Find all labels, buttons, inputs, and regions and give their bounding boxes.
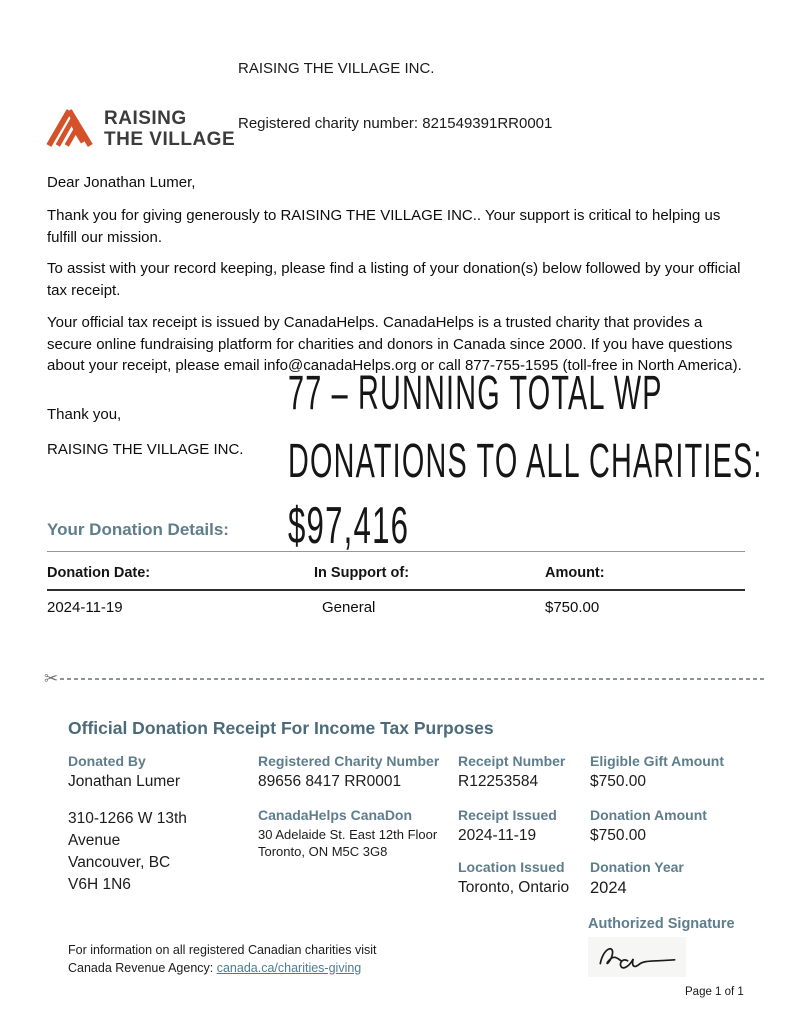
registered-charity-number-group xyxy=(258,752,439,792)
donated-by-value: Jonathan Lumer xyxy=(68,773,181,790)
logo-wordmark xyxy=(104,108,235,150)
handwritten-note-line2: DONATIONS TO ALL CHARITIES: xyxy=(288,435,763,488)
salutation: Dear Jonathan Lumer, xyxy=(47,174,196,191)
donation-amount-group xyxy=(590,806,707,846)
cell-amount: $750.00 xyxy=(545,599,600,616)
issuer-group xyxy=(258,806,437,860)
donor-address-line3: Vancouver, BC xyxy=(68,854,171,871)
donation-year-value: 2024 xyxy=(590,879,627,897)
location-issued-group xyxy=(458,858,569,898)
receipt-number-label: Receipt Number xyxy=(458,753,566,769)
authorized-signature-group xyxy=(588,915,735,977)
receipt-issued-label: Receipt Issued xyxy=(458,807,557,823)
org-logo xyxy=(44,101,235,156)
paragraph-record-keeping: To assist with your record keeping, please find a listing of your donation(s) below followed by your official tax receipt. xyxy=(47,260,741,299)
col-header-in-support-of: In Support of: xyxy=(314,565,410,581)
donor-address-line4: V6H 1N6 xyxy=(68,876,131,893)
cell-donation-date: 2024-11-19 xyxy=(47,599,123,616)
handwritten-note-total: $97,416 xyxy=(288,497,410,555)
cra-footer-note xyxy=(68,942,376,977)
issuer-address-line2: Toronto, ON M5C 3G8 xyxy=(258,844,388,859)
authorized-signature-label: Authorized Signature xyxy=(588,916,735,932)
closing-line: Thank you, xyxy=(47,406,122,423)
donation-amount-label: Donation Amount xyxy=(590,807,707,823)
cra-footer-line2 xyxy=(68,960,376,978)
paragraph-thanks: Thank you for giving generously to RAISING THE VILLAGE INC.. Your support is critical to helping us fulfill our mission. xyxy=(47,207,721,246)
eligible-gift-amount-group xyxy=(590,752,724,792)
registered-charity-number-value: 89656 8417 RR0001 xyxy=(258,773,402,790)
dashed-line xyxy=(60,678,766,680)
receipt-issued-value: 2024-11-19 xyxy=(458,827,537,844)
receipt-number-group xyxy=(458,752,565,792)
location-issued-label: Location Issued xyxy=(458,859,565,875)
issuer-address-line1: 30 Adelaide St. East 12th Floor xyxy=(258,827,438,842)
cra-charities-link[interactable]: canada.ca/charities-giving xyxy=(216,960,362,975)
handwritten-note-line1: 77 – RUNNING TOTAL WP xyxy=(288,367,663,420)
page-indicator: Page 1 of 1 xyxy=(685,986,744,998)
official-receipt-title: Official Donation Receipt For Income Tax Purposes xyxy=(68,718,494,738)
cut-here-divider xyxy=(44,670,766,687)
donation-year-group xyxy=(590,858,684,898)
logo-word-line1: RAISING xyxy=(104,107,187,129)
donation-table xyxy=(47,551,745,621)
org-name-title: RAISING THE VILLAGE INC. xyxy=(238,60,435,77)
registered-charity-number-line: Registered charity number: 821549391RR0001 xyxy=(238,115,553,132)
col-header-donation-date: Donation Date: xyxy=(47,565,151,581)
donor-address-line1: 310-1266 W 13th xyxy=(68,810,187,827)
donated-by-group xyxy=(68,752,180,792)
cell-in-support-of: General xyxy=(322,599,376,616)
receipt-issued-group xyxy=(458,806,557,846)
donor-address-line2: Avenue xyxy=(68,832,121,849)
mountain-logo-icon xyxy=(44,101,96,156)
table-row xyxy=(47,591,745,621)
paragraph-canadahelps: Your official tax receipt is issued by CanadaHelps. CanadaHelps is a trusted charity that provides a secure online fundraising platform for charities and donors in Canada since 2000. If you have questions about your receipt, please email info@canadaHelps.org or call 877-755-1595 (toll-free in North America). xyxy=(47,314,742,374)
signature-image xyxy=(588,937,686,977)
donation-year-label: Donation Year xyxy=(590,859,684,875)
scissors-icon: ✂ xyxy=(44,669,59,688)
donor-address xyxy=(68,808,187,896)
cra-footer-line1: For information on all registered Canadian charities visit xyxy=(68,943,377,957)
logo-word-line2: THE VILLAGE xyxy=(104,128,236,150)
cra-footer-line2-prefix: Canada Revenue Agency: xyxy=(68,960,217,975)
eligible-gift-amount-value: $750.00 xyxy=(590,773,647,790)
donation-details-heading: Your Donation Details: xyxy=(47,520,229,539)
receipt-number-value: R12253584 xyxy=(458,773,539,790)
eligible-gift-amount-label: Eligible Gift Amount xyxy=(590,753,725,769)
donation-amount-value: $750.00 xyxy=(590,827,647,844)
registered-charity-number-label: Registered Charity Number xyxy=(258,753,440,769)
signoff-org-name: RAISING THE VILLAGE INC. xyxy=(47,441,244,458)
location-issued-value: Toronto, Ontario xyxy=(458,879,570,896)
issuer-name: CanadaHelps CanaDon xyxy=(258,807,413,823)
donation-table-header xyxy=(47,552,745,591)
donated-by-label: Donated By xyxy=(68,753,146,769)
col-header-amount: Amount: xyxy=(545,565,605,581)
